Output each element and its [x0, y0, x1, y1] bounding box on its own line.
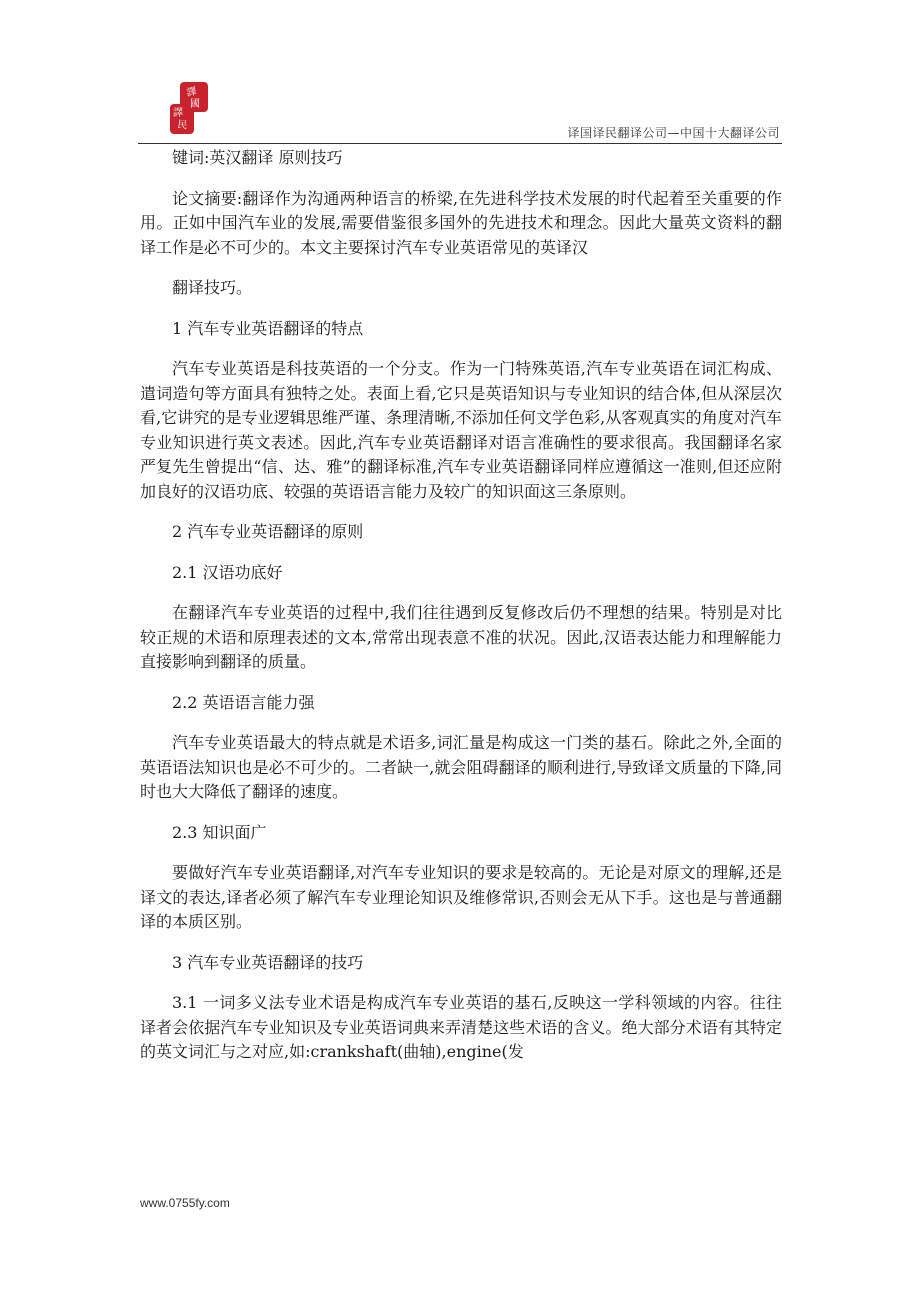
header-company-name: 译国译民翻译公司—中国十大翻译公司 [567, 126, 780, 140]
abstract-continuation: 翻译技巧。 [172, 278, 253, 297]
section-2-2-paragraph: 汽车专业英语最大的特点就是术语多,词汇量是构成这一门类的基石。除此之外,全面的英语语法知识也是必不可少的。二者缺一,就会阻碍翻译的顺利进行,导致译文质量的下降,同时也大大降低了翻译的速度。 [140, 733, 782, 801]
svg-text:民: 民 [176, 119, 189, 132]
header-divider [138, 143, 782, 144]
section-2-1-paragraph: 在翻译汽车专业英语的过程中,我们往往遇到反复修改后仍不理想的结果。特别是对比较正规的术语和原理表述的文本,常常出现表意不准的状况。因此,汉语表达能力和理解能力直接影响到翻译的质量。 [140, 603, 782, 671]
abstract: 论文摘要:翻译作为沟通两种语言的桥梁,在先进科学技术发展的时代起着至关重要的作用。正如中国汽车业的发展,需要借鉴很多国外的先进技术和理念。因此大量英文资料的翻译工作是必不可少的。本文主要探讨汽车专业英语常见的英译汉 [140, 188, 782, 257]
section-1-paragraph: 汽车专业英语是科技英语的一个分支。作为一门特殊英语,汽车专业英语在词汇构成、遣词造句等方面具有独特之处。表面上看,它只是英语知识与专业知识的结合体,但从深层次看,它讲究的是专业逻辑思维严谨、条理清晰,不添加任何文学色彩,从客观真实的角度对汽车专业知识进行英文表述。因此,汽车专业英语翻译对语言准确性的要求很高。我国翻译名家严复先生曾提出“信、达、雅”的翻译标准,汽车专业英语翻译同样应遵循这一准则,但还应附加良好的汉语功底、较强的英语语言能力及较广的知识面这三条原则。 [140, 359, 782, 501]
section-2-3-heading: 2.3 知识面广 [172, 822, 267, 842]
document-body [140, 146, 782, 1065]
section-2-3-paragraph: 要做好汽车专业英语翻译,对汽车专业知识的要求是较高的。无论是对原文的理解,还是译文的表达,译者必须了解汽车专业理论知识及维修常识,否则会无从下手。这也是与普通翻译的本质区别。 [140, 863, 782, 931]
svg-text:國: 國 [190, 99, 200, 110]
section-3-1-paragraph: 3.1 一词多义法专业术语是构成汽车专业英语的基石,反映这一学科领域的内容。往往译者会依据汽车专业知识及专业英语词典来弄清楚这些术语的含义。绝大部分术语有其特定的英文词汇与之对应,如:crankshaft(曲轴),engine(发 [140, 993, 782, 1061]
section-2-1-heading: 2.1 汉语功底好 [172, 562, 283, 582]
section-3-heading: 3 汽车专业英语翻译的技巧 [172, 952, 364, 972]
svg-text:譯: 譯 [185, 86, 198, 99]
section-2-heading: 2 汽车专业英语翻译的原则 [172, 522, 364, 541]
footer-website-link[interactable]: www.0755fy.com [140, 1196, 230, 1210]
section-1-heading: 1 汽车专业英语翻译的特点 [172, 318, 364, 338]
keywords: 键词:英汉翻译 原则技巧 [172, 148, 343, 167]
svg-text:譯: 譯 [173, 108, 183, 119]
company-seal-logo [160, 78, 212, 138]
section-2-2-heading: 2.2 英语语言能力强 [172, 692, 315, 712]
